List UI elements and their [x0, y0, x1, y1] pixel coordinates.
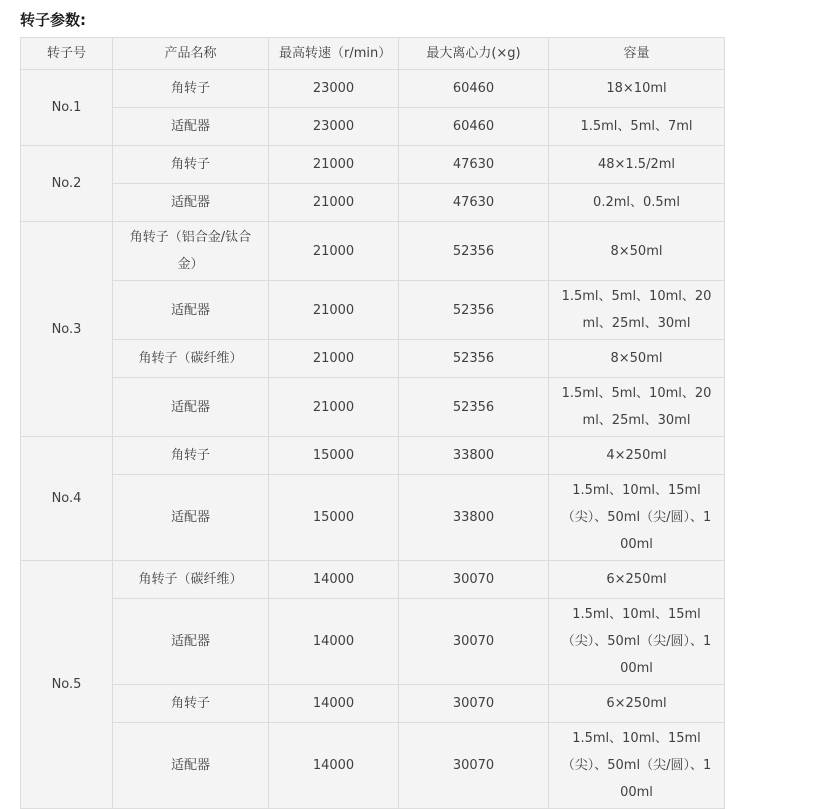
max-speed-cell: 21000	[269, 281, 399, 340]
product-name-cell: 适配器	[113, 599, 269, 685]
product-name-cell: 适配器	[113, 184, 269, 222]
table-row	[21, 599, 725, 685]
max-force-cell: 33800	[399, 475, 549, 561]
max-speed-cell: 21000	[269, 378, 399, 437]
max-force-cell: 30070	[399, 599, 549, 685]
capacity-cell: 1.5ml、5ml、10ml、20ml、25ml、30ml	[549, 281, 725, 340]
product-name-cell: 适配器	[113, 475, 269, 561]
max-speed-cell: 21000	[269, 146, 399, 184]
rotor-number-cell: No.5	[21, 561, 113, 809]
capacity-cell: 1.5ml、10ml、15ml（尖）、50ml（尖/圆）、100ml	[549, 723, 725, 809]
capacity-cell: 4×250ml	[549, 437, 725, 475]
capacity-cell: 18×10ml	[549, 70, 725, 108]
table-row	[21, 378, 725, 437]
capacity-cell: 1.5ml、5ml、7ml	[549, 108, 725, 146]
product-name-cell: 适配器	[113, 378, 269, 437]
max-force-cell: 52356	[399, 378, 549, 437]
max-speed-cell: 21000	[269, 340, 399, 378]
max-force-cell: 30070	[399, 723, 549, 809]
table-row	[21, 340, 725, 378]
rotor-parameters-table	[20, 37, 725, 809]
max-speed-cell: 14000	[269, 599, 399, 685]
table-row	[21, 184, 725, 222]
max-force-cell: 30070	[399, 561, 549, 599]
capacity-cell: 6×250ml	[549, 685, 725, 723]
capacity-cell: 48×1.5/2ml	[549, 146, 725, 184]
table-row	[21, 723, 725, 809]
max-speed-cell: 15000	[269, 437, 399, 475]
table-row	[21, 561, 725, 599]
product-name-cell: 角转子（碳纤维）	[113, 561, 269, 599]
product-name-cell: 角转子	[113, 146, 269, 184]
product-name-cell: 角转子（铝合金/钛合金）	[113, 222, 269, 281]
column-header: 最大离心力(×g)	[399, 38, 549, 70]
product-name-cell: 角转子	[113, 685, 269, 723]
column-header: 转子号	[21, 38, 113, 70]
capacity-cell: 1.5ml、5ml、10ml、20ml、25ml、30ml	[549, 378, 725, 437]
product-name-cell: 适配器	[113, 281, 269, 340]
max-force-cell: 47630	[399, 146, 549, 184]
max-speed-cell: 21000	[269, 222, 399, 281]
capacity-cell: 1.5ml、10ml、15ml（尖）、50ml（尖/圆）、100ml	[549, 599, 725, 685]
rotor-number-cell: No.2	[21, 146, 113, 222]
table-header-row	[21, 38, 725, 70]
page-title: 转子参数:	[20, 11, 86, 29]
table-row	[21, 146, 725, 184]
max-force-cell: 52356	[399, 222, 549, 281]
product-name-cell: 角转子（碳纤维）	[113, 340, 269, 378]
table-row	[21, 70, 725, 108]
table-row	[21, 685, 725, 723]
product-name-cell: 适配器	[113, 108, 269, 146]
product-name-cell: 适配器	[113, 723, 269, 809]
max-speed-cell: 14000	[269, 723, 399, 809]
max-force-cell: 30070	[399, 685, 549, 723]
max-speed-cell: 23000	[269, 70, 399, 108]
table-body	[21, 70, 725, 809]
rotor-number-cell: No.3	[21, 222, 113, 437]
max-force-cell: 52356	[399, 281, 549, 340]
rotor-number-cell: No.4	[21, 437, 113, 561]
max-force-cell: 60460	[399, 70, 549, 108]
max-speed-cell: 21000	[269, 184, 399, 222]
max-force-cell: 47630	[399, 184, 549, 222]
table-row	[21, 222, 725, 281]
table-row	[21, 108, 725, 146]
max-speed-cell: 14000	[269, 685, 399, 723]
table-row	[21, 437, 725, 475]
max-speed-cell: 15000	[269, 475, 399, 561]
table-row	[21, 475, 725, 561]
capacity-cell: 1.5ml、10ml、15ml（尖）、50ml（尖/圆）、100ml	[549, 475, 725, 561]
column-header: 最高转速（r/min）	[269, 38, 399, 70]
product-name-cell: 角转子	[113, 70, 269, 108]
capacity-cell: 8×50ml	[549, 340, 725, 378]
capacity-cell: 6×250ml	[549, 561, 725, 599]
capacity-cell: 8×50ml	[549, 222, 725, 281]
column-header: 容量	[549, 38, 725, 70]
max-speed-cell: 14000	[269, 561, 399, 599]
max-speed-cell: 23000	[269, 108, 399, 146]
max-force-cell: 52356	[399, 340, 549, 378]
capacity-cell: 0.2ml、0.5ml	[549, 184, 725, 222]
column-header: 产品名称	[113, 38, 269, 70]
max-force-cell: 33800	[399, 437, 549, 475]
product-name-cell: 角转子	[113, 437, 269, 475]
max-force-cell: 60460	[399, 108, 549, 146]
rotor-number-cell: No.1	[21, 70, 113, 146]
table-row	[21, 281, 725, 340]
